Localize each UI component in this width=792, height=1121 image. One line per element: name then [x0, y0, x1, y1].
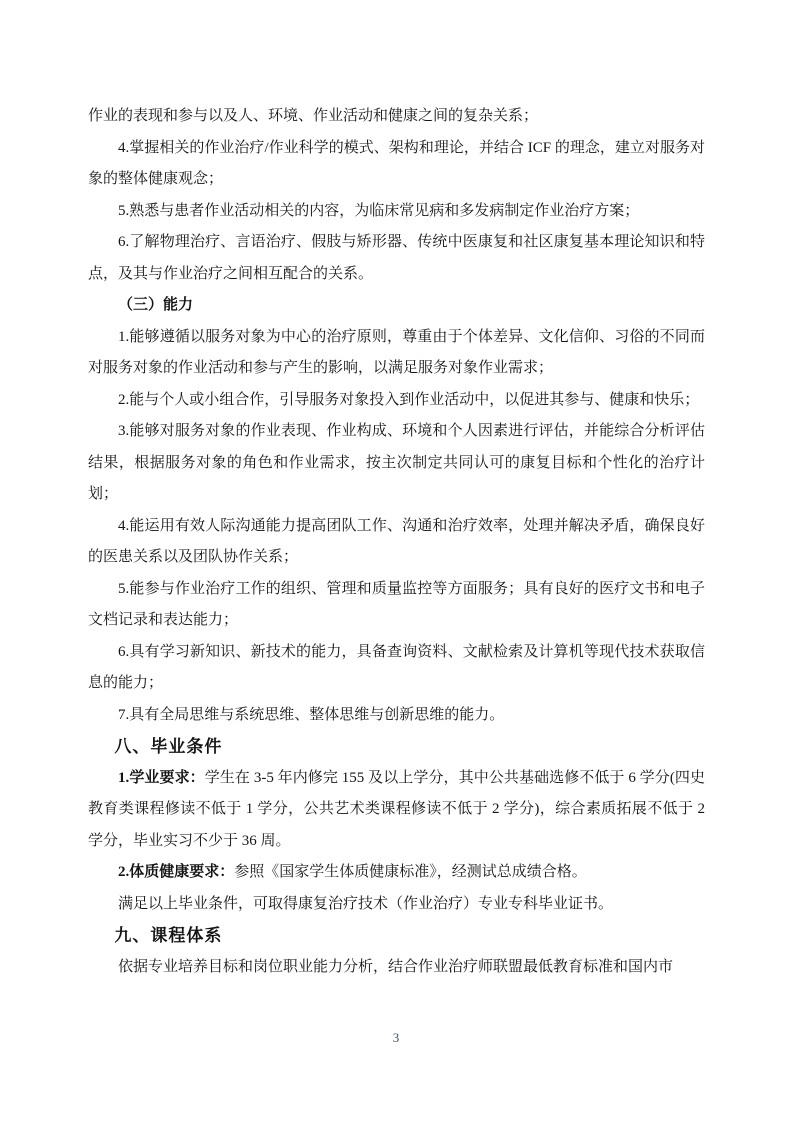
section-heading-graduation-requirements: 八、毕业条件 — [114, 737, 223, 756]
section-heading-curriculum-system: 九、课程体系 — [114, 926, 223, 945]
document-body — [88, 101, 705, 983]
paragraph-curriculum-intro: 依据专业培养目标和岗位职业能力分析，结合作业治疗师联盟最低教育标准和国内市 — [118, 958, 674, 975]
paragraph-ability-item-5: 5.能参与作业治疗工作的组织、管理和质量监控等方面服务；具有良好的医疗文书和电子文档记录和表达能力； — [88, 580, 705, 628]
paragraph-ability-item-6: 6.具有学习新知识、新技术的能力，具备查询资料、文献检索及计算机等现代技术获取信息的能力； — [88, 643, 705, 691]
paragraph-ability-item-7: 7.具有全局思维与系统思维、整体思维与创新思维的能力。 — [118, 706, 505, 723]
paragraph-knowledge-item-6: 6.了解物理治疗、言语治疗、假肢与矫形器、传统中医康复和社区康复基本理论知识和特点，及其与作业治疗之间相互配合的关系。 — [88, 234, 705, 282]
paragraph-diploma-statement: 满足以上毕业条件，可取得康复治疗技术（作业治疗）专业专科毕业证书。 — [118, 895, 614, 912]
paragraph-fitness-requirement — [88, 857, 705, 889]
page-number: 3 — [392, 1030, 400, 1045]
paragraph-academic-requirement — [88, 763, 705, 858]
paragraph-ability-item-2: 2.能与个人或小组合作，引导服务对象投入到作业活动中，以促进其参与、健康和快乐； — [118, 391, 700, 408]
paragraph-knowledge-item-5: 5.熟悉与患者作业活动相关的内容，为临床常见病和多发病制定作业治疗方案； — [118, 202, 640, 219]
academic-requirement-lead: 1.学业要求： — [118, 769, 205, 786]
paragraph-ability-item-4: 4.能运用有效人际沟通能力提高团队工作、沟通和治疗效率，处理并解决矛盾，确保良好的医患关系以及团队协作关系； — [88, 517, 705, 565]
paragraph-ability-item-3: 3.能够对服务对象的作业表现、作业构成、环境和个人因素进行评估，并能综合分析评估结果，根据服务对象的角色和作业需求，按主次制定共同认可的康复目标和个性化的治疗计划； — [88, 423, 705, 502]
fitness-requirement-text: 参照《国家学生体质健康标准》，经测试总成绩合格。 — [234, 864, 587, 880]
fitness-requirement-lead: 2.体质健康要求： — [118, 864, 235, 880]
paragraph-knowledge-item-4: 4.掌握相关的作业治疗/作业科学的模式、架构和理论，并结合 ICF 的理念，建立对服务对象的整体健康观念； — [88, 139, 705, 187]
paragraph-complex-relations: 作业的表现和参与以及人、环境、作业活动和健康之间的复杂关系； — [88, 108, 539, 124]
academic-requirement-text: 学生在 3-5 年内修完 155 及以上学分，其中公共基础选修不低于 6 学分(四史教育类课程修读不低于 1 学分，公共艺术类课程修读不低于 2 学分)，综合素质拓展不低于 2 学分，毕业实习不少于 36 周。 — [88, 769, 705, 849]
section-heading-ability: （三）能力 — [118, 297, 194, 313]
page-footer — [0, 1028, 792, 1048]
paragraph-ability-item-1: 1.能够遵循以服务对象为中心的治疗原则，尊重由于个体差异、文化信仰、习俗的不同而对服务对象的作业活动和参与产生的影响，以满足服务对象作业需求； — [88, 328, 705, 376]
